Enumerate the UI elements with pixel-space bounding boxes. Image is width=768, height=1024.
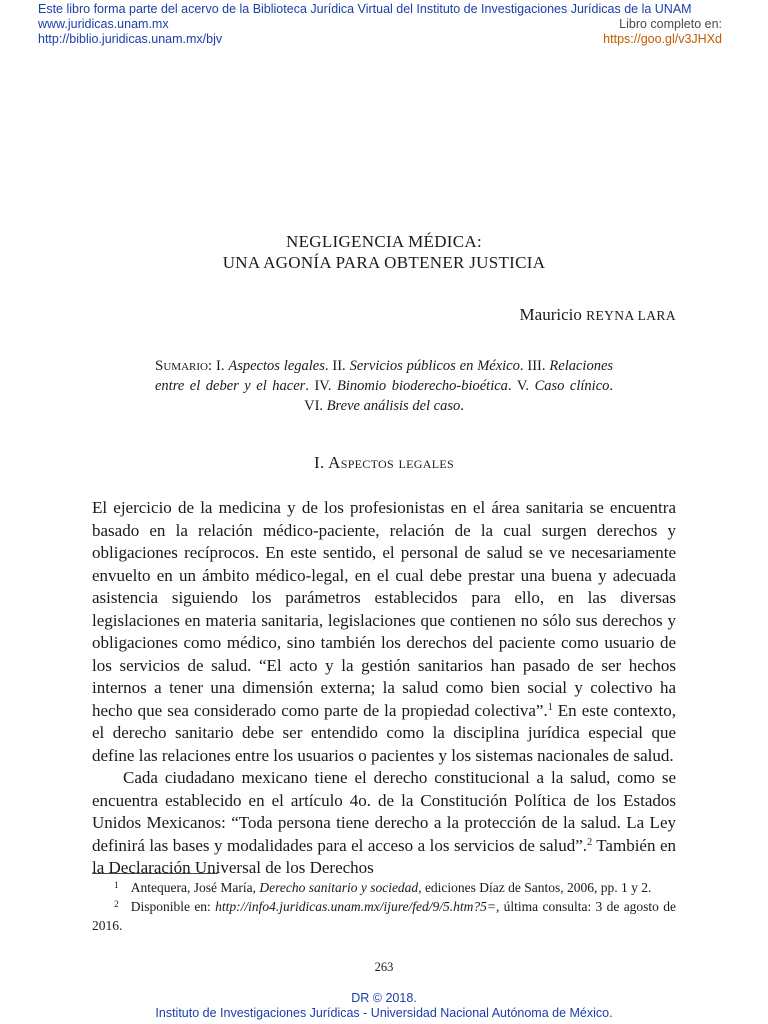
summary-i: Aspectos legales: [228, 358, 325, 374]
footnote-2-lead: Disponible en:: [130, 899, 216, 914]
footnote-2: [92, 897, 676, 935]
summary-v-num: V.: [516, 378, 530, 394]
footnote-1-number: 1: [114, 881, 119, 891]
summary-ii-num: II.: [332, 358, 346, 374]
paragraph-2-a: Cada ciudadano mexicano tiene el derecho constitucional a la salud, como se encuentra establecido en el artículo 4o. de la Constitución Política de los Estados Unidos Mexicanos: “Toda persona tiene derecho a la protección de la salud. La Ley definirá las bases y modalidades para el acceso a los servicios de salud”.: [92, 768, 676, 855]
page-number: 263: [374, 960, 394, 974]
body-text: [92, 497, 676, 880]
summary-v: Caso clínico: [534, 378, 610, 394]
summary-iii-num: III.: [527, 358, 546, 374]
footnote-ref-2[interactable]: 2: [587, 836, 593, 848]
summary-ii: Servicios públicos en México: [349, 358, 520, 374]
article-title-line2: UNA AGONÍA PARA OBTENER JUSTICIA: [222, 253, 546, 272]
footnote-ref-1[interactable]: 1: [547, 701, 553, 713]
summary-label: Sumario:: [155, 358, 213, 374]
summary-vi-num: VI.: [304, 398, 324, 414]
header-full-book-link[interactable]: https://goo.gl/v3JHXd: [603, 32, 722, 46]
article-title-line1: NEGLIGENCIA MÉDICA:: [286, 232, 482, 251]
summary-iv-num: IV.: [314, 378, 332, 394]
footer-institution: Instituto de Investigaciones Jurídicas - Universidad Nacional Autónoma de México.: [155, 1006, 613, 1020]
summary-iii: Relaciones entre el deber y el hacer: [155, 358, 614, 394]
summary: Sumario: I. Aspectos legales. II. Servicios públicos en México. III. Relaciones entre el deber y el hacer. IV. Binomio bioderecho-bioética. V. Caso clínico. VI. Breve análisis del caso.: [155, 358, 614, 414]
author-first-name: Mauricio: [519, 305, 582, 324]
header-right: [603, 17, 722, 47]
summary-i-num: I.: [216, 358, 225, 374]
header-bjv-link[interactable]: http://biblio.juridicas.unam.mx/bjv: [38, 32, 223, 46]
footnote-1-rest: , ediciones Díaz de Santos, 2006, pp. 1 y 2.: [418, 880, 652, 895]
footnote-2-url[interactable]: http://info4.juridicas.unam.mx/ijure/fed/9/5.htm?5=: [215, 899, 496, 914]
footnote-divider: [92, 873, 218, 874]
summary-vi: Breve análisis del caso: [326, 398, 461, 414]
footnote-2-rest: , última consulta: 3 de agosto de 2016.: [92, 899, 676, 933]
paragraph-1-b: En este contexto, el derecho sanitario debe ser entendido como la disciplina jurídica especial que define las relaciones entre los usuarios o pacientes y los sistemas nacionales de salud.: [92, 700, 676, 765]
header-collection-text: Este libro forma parte del acervo de la Biblioteca Jurídica Virtual del Instituto de Investigaciones Jurídicas de la UNAM: [38, 2, 692, 16]
footnotes: [92, 878, 676, 935]
header-full-book-label: Libro completo en:: [619, 17, 722, 31]
article-author: [520, 305, 676, 325]
footnote-1-title: Derecho sanitario y sociedad: [259, 880, 419, 895]
header-site-link[interactable]: www.juridicas.unam.mx: [38, 17, 169, 31]
section-heading: I. Aspectos legales: [314, 453, 454, 472]
footer-copyright: DR © 2018.: [351, 991, 417, 1005]
paragraph-1-a: El ejercicio de la medicina y de los profesionistas en el área sanitaria se encuentra basado en la relación médico-paciente, relación de la cual surgen derechos y obligaciones recíprocos. En este sentido, el personal de salud se ve necesariamente envuelto en un ámbito médico-legal, en el cual debe prestar una buena y adecuada asistencia siguiendo los parámetros establecidos para ello, en las diversas legislaciones en materia sanitaria, legislaciones que contienen no sólo sus derechos y obligaciones como médico, sino también los derechos del paciente como usuario de los servicios de salud. “El acto y la gestión sanitarios han pasado de ser hechos internos a tener una dimensión externa; la salud como bien social y colectivo ha hecho que sea considerado como parte de la propiedad colectiva”.: [92, 498, 676, 720]
paragraph-2-b: También en la Declaración Universal de los Derechos: [92, 835, 676, 877]
article-title: [0, 231, 768, 273]
paragraph-2: [92, 767, 676, 880]
footnote-1: [92, 878, 676, 897]
paragraph-1: [92, 497, 676, 767]
footnote-1-author: Antequera, José María,: [130, 880, 260, 895]
author-last-name: REYNA LARA: [586, 308, 676, 323]
summary-iv: Binomio bioderecho-bioética: [337, 378, 508, 394]
footnote-2-number: 2: [114, 900, 119, 910]
